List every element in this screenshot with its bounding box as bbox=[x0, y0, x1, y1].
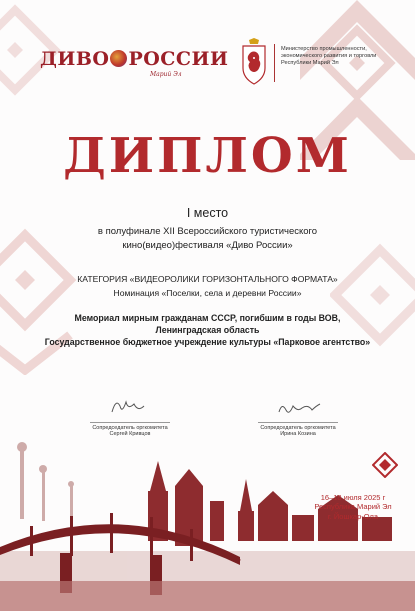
nomination-label: Номинация «Поселки, села и деревни России» bbox=[113, 288, 302, 298]
coat-of-arms-icon bbox=[240, 38, 268, 88]
signature-role: Сопредседатель оргкомитета bbox=[92, 425, 168, 431]
ornament-right-middle bbox=[330, 240, 415, 370]
logo-word-right: РОССИИ bbox=[128, 48, 229, 70]
ministry-name: Министерство промышленности, экономического развития и торговли Республики Марий Эл bbox=[281, 46, 377, 66]
event-region: Республика Марий Эл bbox=[314, 502, 392, 512]
divo-rossii-logo bbox=[40, 46, 229, 86]
diploma-title: ДИПЛОМ bbox=[63, 128, 352, 184]
festival-line-1: в полуфинале XII Всероссийского туристического bbox=[97, 226, 318, 237]
signature-line bbox=[90, 422, 170, 423]
event-dates: 16–18 июля 2025 г bbox=[320, 493, 386, 502]
signature-line bbox=[258, 422, 338, 423]
header-divider bbox=[274, 44, 275, 82]
signature-scribble-left bbox=[108, 396, 148, 418]
signature-scribble-right bbox=[276, 398, 322, 418]
festival-line-2: кино(видео)фестиваля «Диво России» bbox=[122, 240, 293, 251]
logo-word-left: ДИВО bbox=[40, 48, 110, 70]
signature-role: Сопредседатель оргкомитета bbox=[260, 425, 336, 431]
winner-line-3: Государственное бюджетное учреждение культуры «Парковое агентство» bbox=[44, 337, 371, 347]
winner-line-1: Мемориал мирным гражданам СССР, погибшим в годы ВОВ, bbox=[74, 313, 341, 323]
event-city: г. Йошкар-Ола bbox=[327, 511, 379, 521]
winner-line-2: Ленинградская область bbox=[155, 325, 260, 335]
signature-name: Ирина Козина bbox=[280, 431, 316, 437]
signature-name: Сергей Кривцов bbox=[109, 431, 151, 437]
category-label: КАТЕГОРИЯ «ВИДЕОРОЛИКИ ГОРИЗОНТАЛЬНОГО ФОРМАТА» bbox=[77, 274, 338, 284]
logo-script: Марий Эл bbox=[150, 71, 182, 78]
place-label: I место bbox=[186, 206, 229, 220]
event-info bbox=[303, 493, 403, 521]
globe-icon bbox=[110, 50, 127, 67]
